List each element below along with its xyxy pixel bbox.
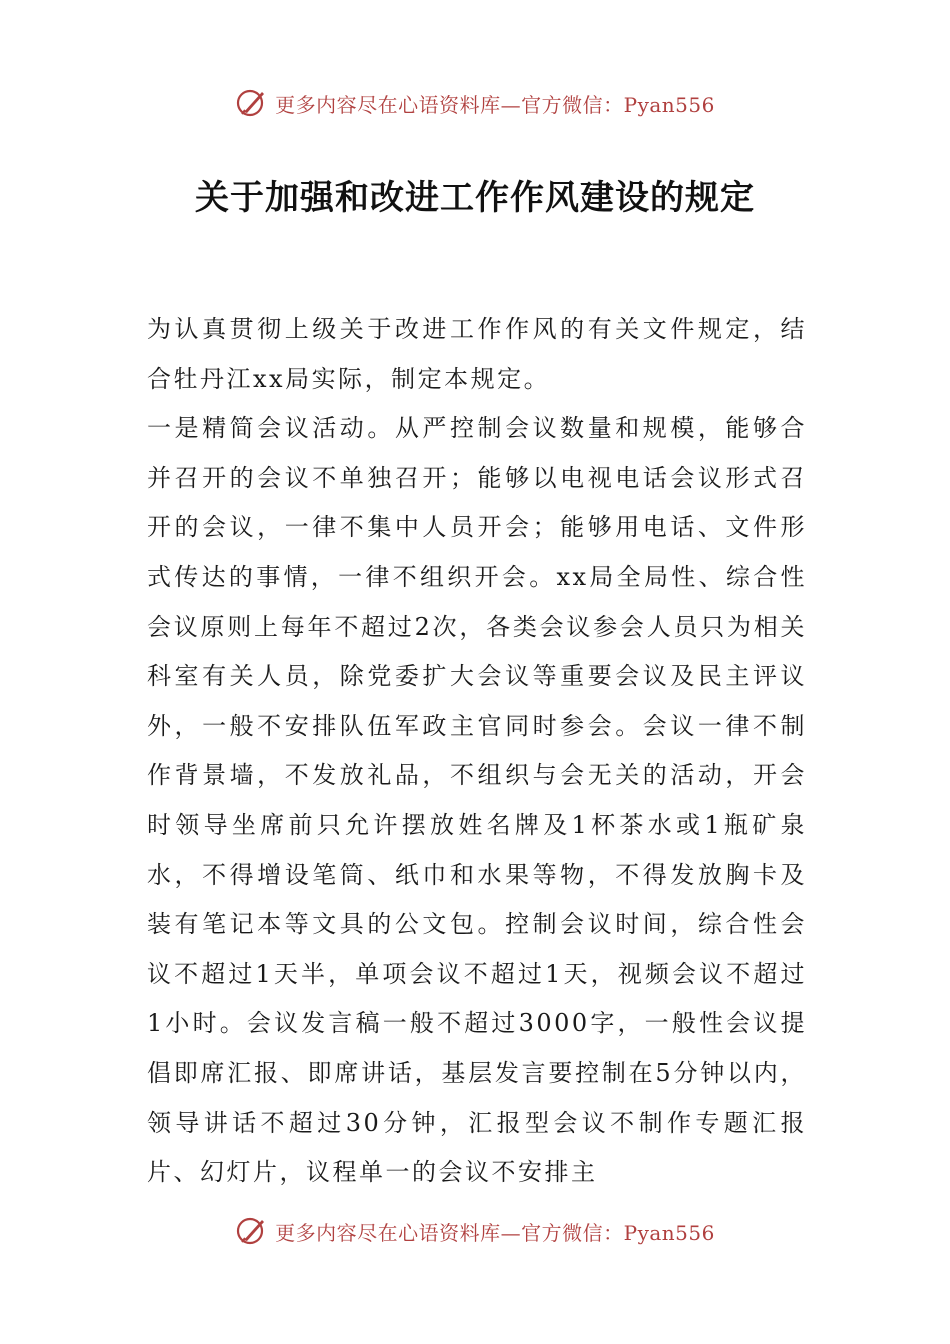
document-body [147, 305, 807, 1198]
paragraph: 一是精简会议活动。从严控制会议数量和规模，能够合并召开的会议不单独召开；能够以电视电话会议形式召开的会议，一律不集中人员开会；能够用电话、文件形式传达的事情，一律不组织开会。xx局全局性、综合性会议原则上每年不超过2次，各类会议参会人员只为相关科室有关人员，除党委扩大会议等重要会议及民主评议外，一般不安排队伍军政主官同时参会。会议一律不制作背景墙，不发放礼品，不组织与会无关的活动，开会时领导坐席前只允许摆放姓名牌及1杯茶水或1瓶矿泉水，不得增设笔筒、纸巾和水果等物，不得发放胸卡及装有笔记本等文具的公文包。控制会议时间，综合性会议不超过1天半，单项会议不超过1天，视频会议不超过1小时。会议发言稿一般不超过3000字，一般性会议提倡即席汇报、即席讲话，基层发言要控制在5分钟以内，领导讲话不超过30分钟，汇报型会议不制作专题汇报片、幻灯片，议程单一的会议不安排主 [147, 414, 807, 1187]
quill-pen-icon [235, 86, 269, 120]
banner-text: 更多内容尽在心语资料库—官方微信：Pyan556 [275, 92, 715, 117]
header-banner [0, 83, 950, 123]
document-title: 关于加强和改进工作作风建设的规定 [195, 178, 755, 218]
footer-banner [0, 1211, 950, 1251]
paragraph: 为认真贯彻上级关于改进工作作风的有关文件规定，结合牡丹江xx局实际，制定本规定。 [147, 315, 807, 393]
banner-text: 更多内容尽在心语资料库—官方微信：Pyan556 [275, 1220, 715, 1245]
quill-pen-icon [235, 1214, 269, 1248]
